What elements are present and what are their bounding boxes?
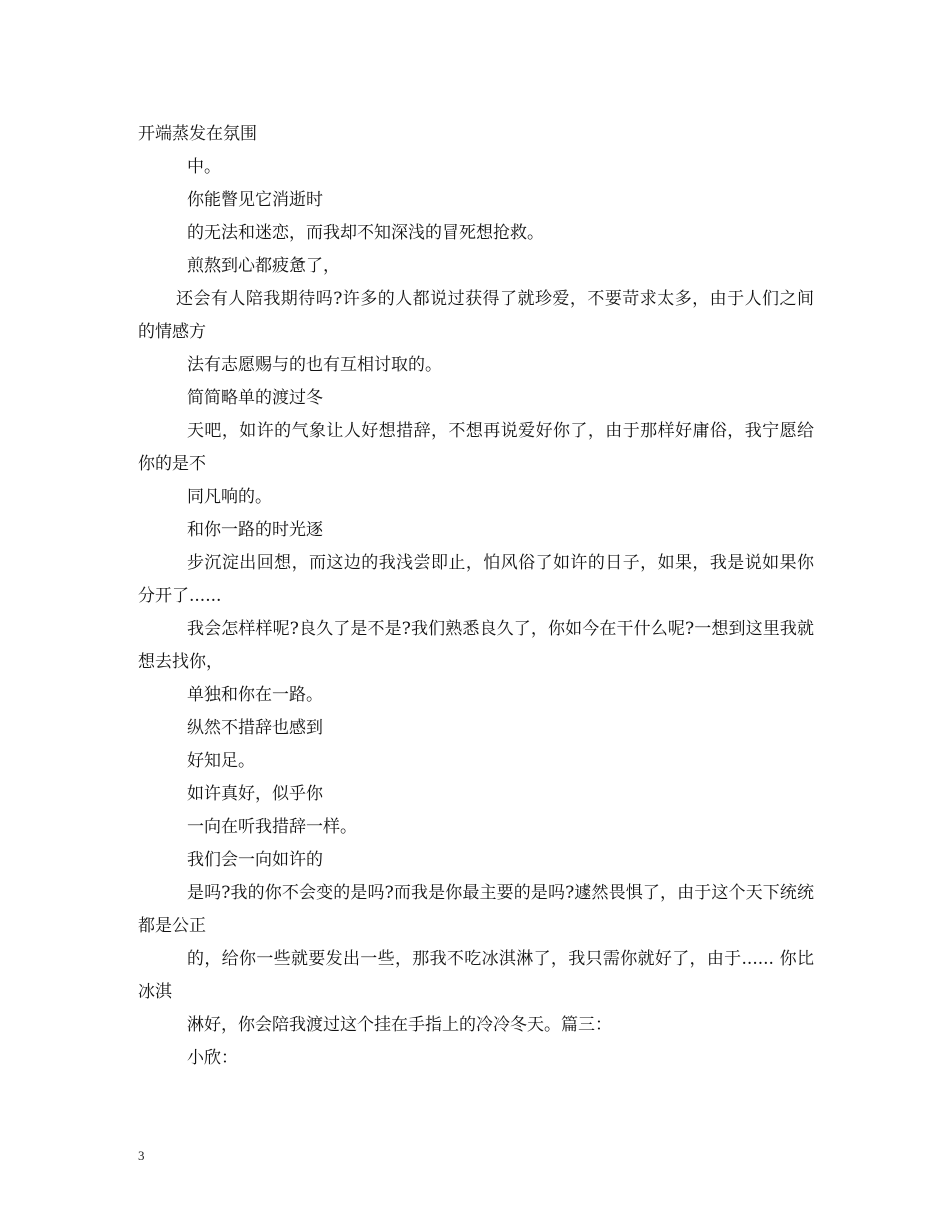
paragraph: 好知足。 — [187, 751, 255, 771]
paragraph: 和你一路的时光逐 — [187, 520, 323, 540]
paragraph: 我们会一向如许的 — [187, 850, 323, 870]
paragraph: 小欣： — [187, 1048, 238, 1068]
paragraph: 同凡响的。 — [187, 487, 272, 507]
page-number: 3 — [138, 1148, 145, 1163]
paragraph: 淋好，你会陪我渡过这个挂在手指上的冷冷冬天。篇三： — [187, 1015, 612, 1035]
paragraph: 中。 — [187, 157, 221, 177]
paragraph: 一向在听我措辞一样。 — [187, 817, 357, 837]
paragraph: 单独和你在一路。 — [187, 685, 323, 705]
paragraph: 的，给你一些就要发出一些，那我不吃冰淇淋了，我只需你就好了，由于...... 你比冰淇 — [138, 949, 814, 1002]
paragraph: 天吧，如许的气象让人好想措辞，不想再说爱好你了，由于那样好庸俗，我宁愿给你的是不 — [138, 421, 814, 474]
paragraph: 简简略单的渡过冬 — [187, 388, 323, 408]
paragraph: 你能瞥见它消逝时 — [187, 190, 323, 210]
paragraph: 步沉淀出回想，而这边的我浅尝即止，怕风俗了如许的日子，如果，我是说如果你分开了...... — [138, 553, 814, 606]
paragraph: 纵然不措辞也感到 — [187, 718, 323, 738]
paragraph: 我会怎样样呢?良久了是不是?我们熟悉良久了，你如今在干什么呢?一想到这里我就想去找你， — [138, 619, 814, 672]
paragraph: 如许真好，似乎你 — [187, 784, 323, 804]
paragraph: 开端蒸发在氛围 — [138, 124, 257, 144]
paragraph: 的无法和迷恋，而我却不知深浅的冒死想抢救。 — [187, 223, 544, 243]
paragraph: 是吗?我的你不会变的是吗?而我是你最主要的是吗?遽然畏惧了，由于这个天下统统都是公正 — [138, 883, 814, 936]
paragraph: 还会有人陪我期待吗?许多的人都说过获得了就珍爱，不要苛求太多，由于人们之间的情感方 — [138, 289, 814, 342]
paragraph: 煎熬到心都疲惫了， — [187, 256, 340, 276]
document-body — [138, 118, 814, 1075]
paragraph: 法有志愿赐与的也有互相讨取的。 — [187, 355, 442, 375]
